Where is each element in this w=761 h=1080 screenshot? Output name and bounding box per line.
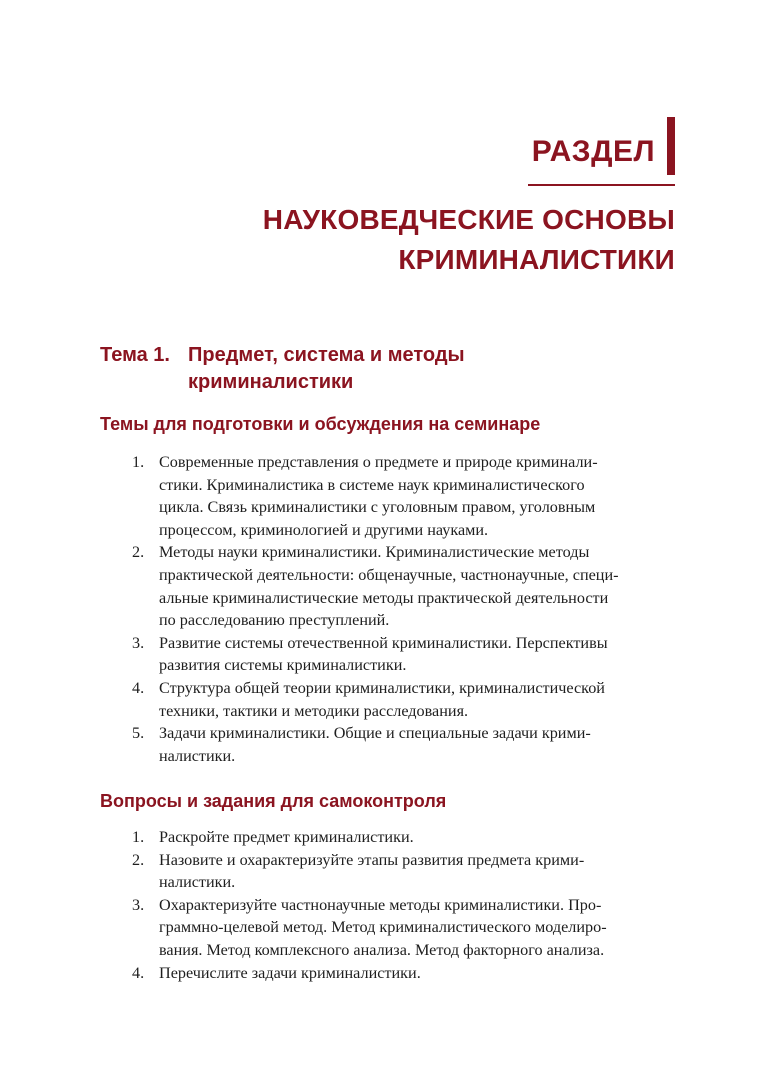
list-item bbox=[132, 722, 677, 767]
seminar-list bbox=[132, 451, 677, 767]
list-item bbox=[132, 451, 677, 541]
text-line: Структура общей теории криминалистики, криминалистической bbox=[159, 678, 605, 697]
item-text bbox=[159, 894, 607, 962]
item-number: 3. bbox=[132, 633, 145, 652]
item-number: 4. bbox=[132, 678, 145, 697]
text-line: Развитие системы отечественной криминалистики. Перспективы bbox=[159, 633, 608, 652]
text-line: Раскройте предмет криминалистики. bbox=[159, 828, 414, 846]
topic-title-line: криминалистики bbox=[188, 371, 354, 393]
text-line: по расследованию преступлений. bbox=[159, 611, 390, 630]
text-line: Назовите и охарактеризуйте этапы развития предмета крими- bbox=[159, 850, 585, 869]
list-item bbox=[132, 632, 677, 677]
list-item bbox=[132, 677, 677, 722]
item-text bbox=[159, 541, 619, 631]
text-line: налистики. bbox=[159, 746, 236, 765]
text-line: Методы науки криминалистики. Криминалистические методы bbox=[159, 543, 590, 562]
text-line: граммно-целевой метод. Метод криминалистического моделиро- bbox=[159, 918, 607, 937]
text-line: налистики. bbox=[159, 873, 236, 892]
topic-number: Тема 1. bbox=[100, 344, 170, 366]
list-item bbox=[132, 894, 677, 962]
text-line: Современные представления о предмете и природе криминали- bbox=[159, 453, 598, 471]
item-text bbox=[159, 722, 591, 767]
item-text bbox=[159, 826, 414, 849]
text-line: техники, тактики и методики расследования. bbox=[159, 701, 469, 720]
text-line: развития системы криминалистики. bbox=[159, 656, 407, 675]
section-rule bbox=[528, 184, 675, 186]
section-numeral-bar bbox=[667, 117, 675, 175]
item-number: 3. bbox=[132, 895, 145, 914]
item-number: 1. bbox=[132, 828, 145, 846]
selfcheck-list bbox=[132, 826, 677, 984]
item-text bbox=[159, 451, 598, 541]
text-line: Перечислите задачи криминалистики. bbox=[159, 963, 421, 982]
item-number: 5. bbox=[132, 724, 145, 743]
selfcheck-heading: Вопросы и задания для самоконтроля bbox=[100, 791, 447, 811]
topic-title bbox=[188, 342, 465, 396]
section-title-line: НАУКОВЕДЧЕСКИЕ ОСНОВЫ bbox=[262, 204, 675, 235]
text-line: процессом, криминологией и другими науками. bbox=[159, 520, 489, 539]
item-text bbox=[159, 677, 605, 722]
list-item bbox=[132, 962, 677, 985]
topic-heading bbox=[100, 342, 465, 396]
text-line: стики. Криминалистика в системе наук криминалистического bbox=[159, 475, 585, 494]
section-title bbox=[263, 200, 675, 280]
list-item bbox=[132, 849, 677, 894]
text-line: Задачи криминалистики. Общие и специальные задачи крими- bbox=[159, 724, 591, 743]
section-header bbox=[532, 117, 675, 175]
item-text bbox=[159, 962, 421, 985]
item-text bbox=[159, 632, 608, 677]
text-line: Охарактеризуйте частнонаучные методы криминалистики. Про- bbox=[159, 895, 602, 914]
list-item bbox=[132, 826, 677, 849]
item-number: 4. bbox=[132, 963, 145, 982]
text-line: альные криминалистические методы практической деятельности bbox=[159, 588, 609, 607]
list-item bbox=[132, 541, 677, 631]
seminar-heading: Темы для подготовки и обсуждения на семинаре bbox=[100, 414, 541, 434]
item-number: 1. bbox=[132, 453, 145, 471]
text-line: цикла. Связь криминалистики с уголовным правом, уголовным bbox=[159, 498, 596, 517]
text-line: практической деятельности: общенаучные, частнонаучные, специ- bbox=[159, 565, 619, 584]
section-label: РАЗДЕЛ bbox=[531, 135, 655, 168]
section-title-line: КРИМИНАЛИСТИКИ bbox=[398, 244, 675, 275]
text-line: вания. Метод комплексного анализа. Метод факторного анализа. bbox=[159, 940, 605, 959]
item-number: 2. bbox=[132, 850, 145, 869]
item-number: 2. bbox=[132, 543, 145, 562]
topic-title-line: Предмет, система и методы bbox=[188, 344, 465, 366]
item-text bbox=[159, 849, 584, 894]
